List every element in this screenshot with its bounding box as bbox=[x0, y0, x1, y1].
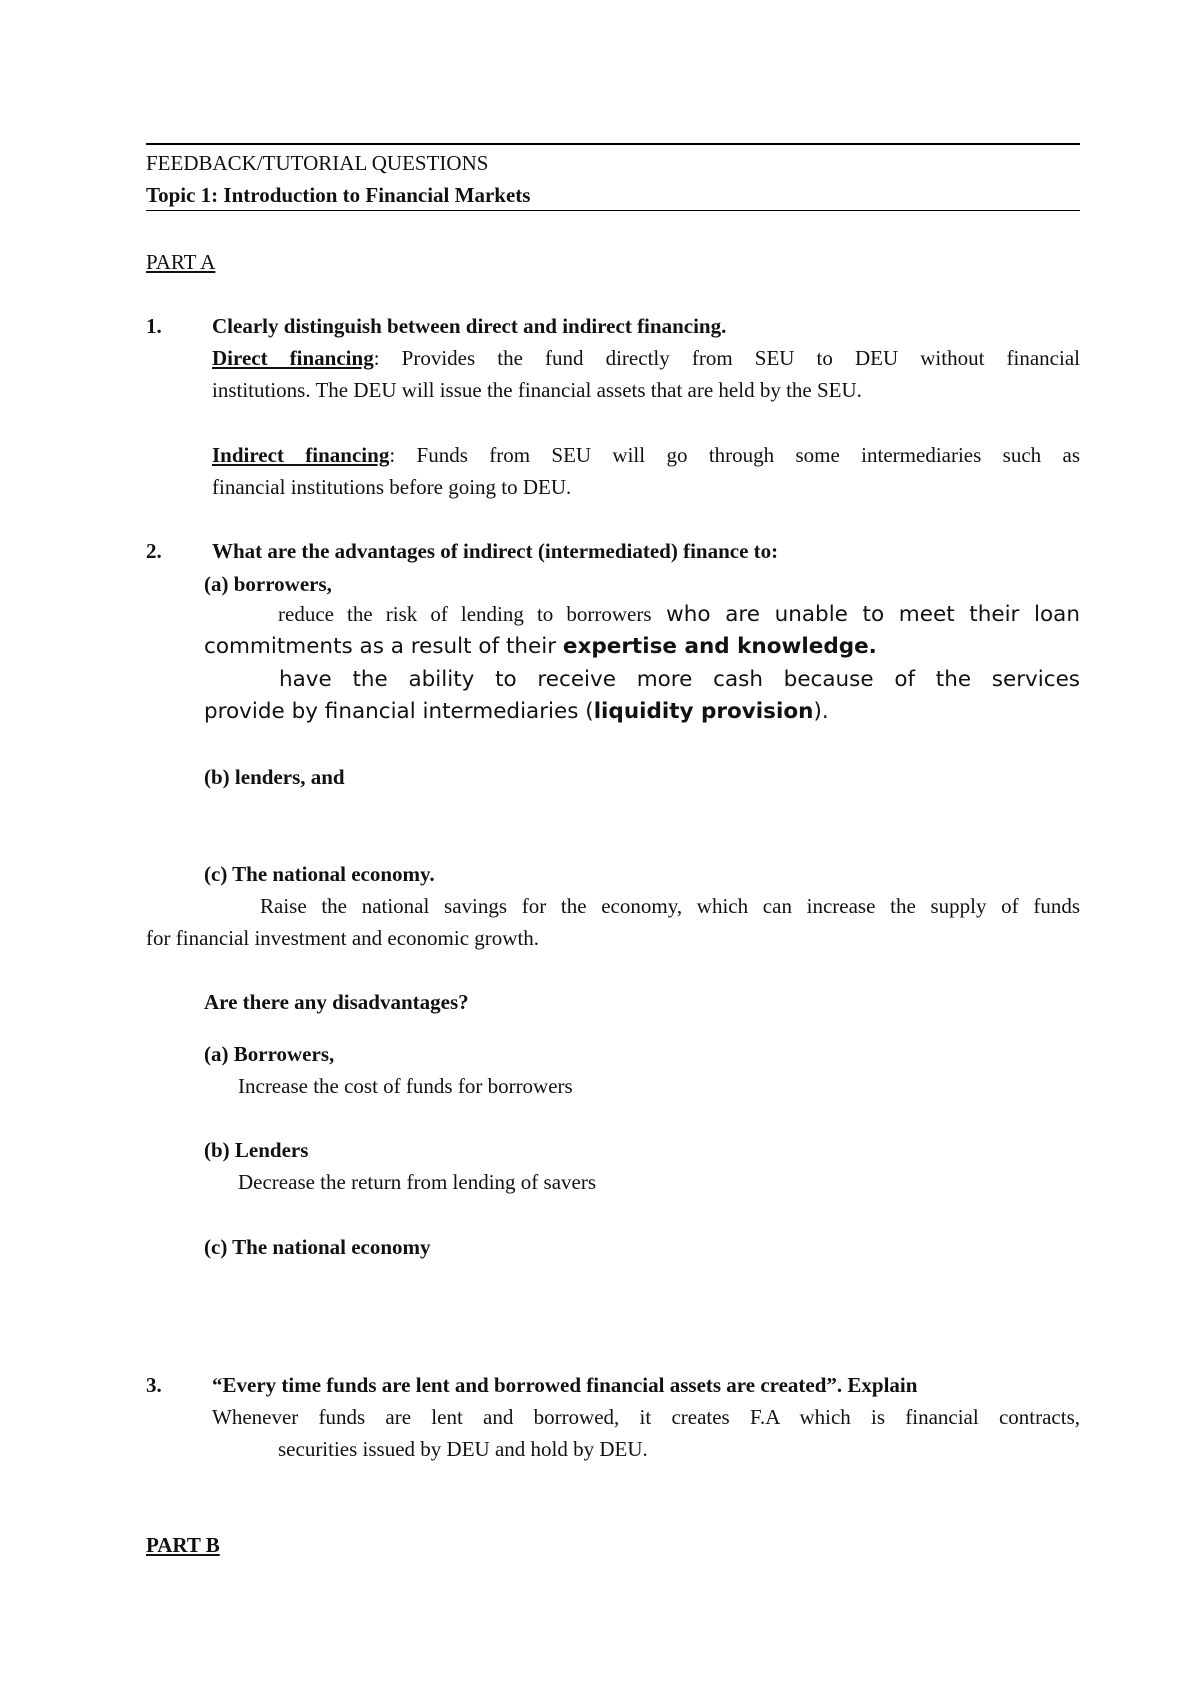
disadv-a-answer: Increase the cost of funds for borrowers bbox=[238, 1074, 573, 1098]
disadvantages-heading: Are there any disadvantages? bbox=[204, 990, 469, 1014]
q1-indirect-answer-line1 bbox=[212, 443, 1080, 468]
q3-answer-line2: securities issued by DEU and hold by DEU. bbox=[278, 1437, 648, 1461]
indirect-financing-term: Indirect financing bbox=[212, 443, 390, 467]
top-rule bbox=[146, 143, 1080, 145]
disadv-b-answer: Decrease the return from lending of savers bbox=[238, 1170, 597, 1194]
q2-a-answer-serif: reduce the risk of lending to borrowers bbox=[278, 602, 652, 626]
disadv-b-label: (b) Lenders bbox=[204, 1138, 309, 1162]
q2-c-answer-line1: Raise the national savings for the economy, which can increase the supply of funds bbox=[260, 894, 1080, 918]
direct-financing-text: : Provides the fund directly from SEU to DEU without financial bbox=[373, 346, 1080, 370]
q2-a-answer2-bold: expertise and knowledge. bbox=[562, 634, 877, 659]
q1-number: 1. bbox=[146, 314, 162, 338]
disadv-c-label: (c) The national economy bbox=[204, 1235, 431, 1259]
topic-heading: Topic 1: Introduction to Financial Markets bbox=[146, 183, 531, 207]
q2-a-answer-line1 bbox=[278, 602, 1080, 627]
part-a-heading: PART A bbox=[146, 250, 216, 274]
q3-answer-line1: Whenever funds are lent and borrowed, it creates F.A which is financial contracts, bbox=[212, 1405, 1080, 1429]
q3-question: “Every time funds are lent and borrowed financial assets are created”. Explain bbox=[212, 1373, 918, 1397]
q2-question: What are the advantages of indirect (intermediated) finance to: bbox=[212, 539, 779, 563]
q2-a-answer-line3: have the ability to receive more cash because of the services bbox=[279, 667, 1080, 692]
disadv-a-label: (a) Borrowers, bbox=[204, 1042, 335, 1066]
q2-a-answer4-text: provide by financial intermediaries ( bbox=[204, 699, 594, 724]
q2-a-answer4-end: ). bbox=[813, 699, 829, 724]
q2-a-answer-sans: who are unable to meet their loan bbox=[651, 602, 1080, 627]
q1-direct-answer-line1 bbox=[212, 346, 1080, 371]
part-b-heading: PART B bbox=[146, 1533, 220, 1557]
q2-a-answer-line4 bbox=[204, 699, 829, 724]
q1-question: Clearly distinguish between direct and indirect financing. bbox=[212, 314, 727, 338]
q2-a-label: (a) borrowers, bbox=[204, 572, 332, 596]
direct-financing-term: Direct financing bbox=[212, 346, 374, 370]
indirect-financing-text: : Funds from SEU will go through some intermediaries such as bbox=[389, 443, 1080, 467]
q2-number: 2. bbox=[146, 539, 162, 563]
q2-b-label: (b) lenders, and bbox=[204, 765, 345, 789]
topic-rule bbox=[146, 210, 1080, 211]
q2-a-answer-line2 bbox=[204, 634, 877, 659]
q2-c-answer-line2: for financial investment and economic growth. bbox=[146, 926, 540, 950]
q2-a-answer4-bold: liquidity provision bbox=[593, 699, 814, 724]
document-title: FEEDBACK/TUTORIAL QUESTIONS bbox=[146, 151, 489, 175]
q2-a-answer2-text: commitments as a result of their bbox=[204, 634, 563, 659]
q1-direct-answer-line2: institutions. The DEU will issue the financial assets that are held by the SEU. bbox=[212, 378, 862, 402]
q3-number: 3. bbox=[146, 1373, 162, 1397]
q2-c-label: (c) The national economy. bbox=[204, 862, 435, 886]
q1-indirect-answer-line2: financial institutions before going to DEU. bbox=[212, 475, 572, 499]
